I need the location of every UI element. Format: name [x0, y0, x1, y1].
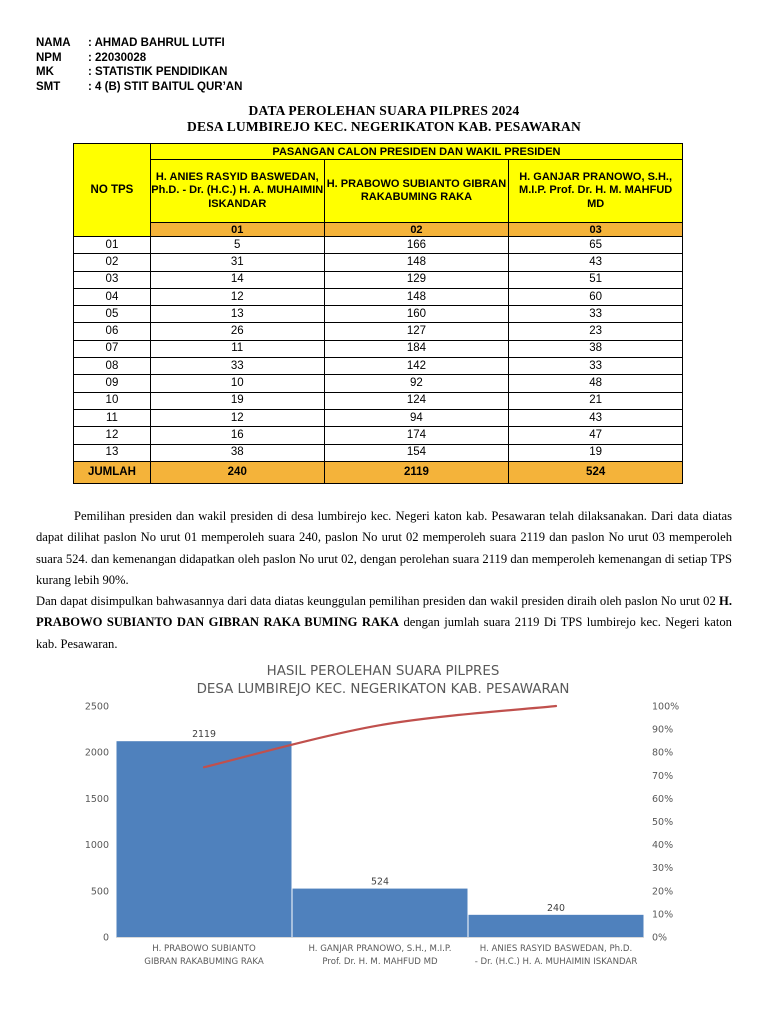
analysis-paragraph: [36, 506, 732, 655]
table-row: [74, 254, 683, 271]
y-tick-label: 1000: [84, 840, 109, 852]
vote-count: 129: [324, 271, 509, 288]
tps-number: 06: [74, 323, 151, 340]
vote-count: 43: [509, 254, 683, 271]
y2-tick-label: 30%: [652, 863, 674, 875]
table-row: [74, 444, 683, 461]
table-row: [74, 306, 683, 323]
table-row: [74, 323, 683, 340]
tps-number: 07: [74, 340, 151, 357]
vote-count: 51: [509, 271, 683, 288]
info-value: : 22030028: [88, 51, 147, 64]
vote-count: 38: [150, 444, 324, 461]
vote-count: 48: [509, 375, 683, 392]
header-no-tps: NO TPS: [74, 144, 151, 237]
table-row: [74, 375, 683, 392]
header-number-01: 01: [150, 223, 324, 237]
vote-count: 5: [150, 237, 324, 254]
bar: [293, 889, 468, 937]
vote-count: 13: [150, 306, 324, 323]
y2-tick-label: 40%: [652, 840, 674, 852]
table-row: [74, 392, 683, 409]
y-tick-label: 2000: [84, 747, 109, 759]
info-label: MK: [36, 66, 54, 78]
chart-subtitle: DESA LUMBIREJO KEC. NEGERIKATON KAB. PESAWARAN: [196, 682, 570, 697]
paragraph-2-start: Dan dapat disimpulkan bahwasannya dari data diatas keunggulan pemilihan presiden dan wakil presiden diraih oleh paslon No urut 02: [36, 594, 720, 609]
vote-count: 92: [324, 375, 509, 392]
vote-count: 43: [509, 409, 683, 426]
header-candidate-03: H. GANJAR PRANOWO, S.H., M.I.P. Prof. Dr. H. M. MAHFUD MD: [509, 160, 683, 223]
table-row: [74, 288, 683, 305]
header-candidate-group: PASANGAN CALON PRESIDEN DAN WAKIL PRESIDEN: [150, 144, 682, 160]
y-tick-label: 1500: [84, 793, 109, 805]
y2-tick-label: 50%: [652, 817, 674, 828]
category-label: Prof. Dr. H. M. MAHFUD MD: [322, 957, 438, 967]
vote-table: [73, 143, 683, 484]
student-info: [36, 36, 242, 94]
vote-count: 38: [509, 340, 683, 357]
bar: [469, 915, 644, 937]
vote-count: 60: [509, 288, 683, 305]
bar-data-label: 524: [371, 876, 389, 888]
y-tick-label: 0: [102, 932, 109, 944]
category-label: H. ANIES RASYID BASWEDAN, Ph.D.: [479, 944, 633, 954]
total-row: [74, 461, 683, 483]
y2-tick-label: 70%: [652, 770, 674, 782]
tps-number: 10: [74, 392, 151, 409]
y2-tick-label: 60%: [652, 793, 674, 805]
info-label: NAMA: [36, 37, 71, 49]
header-candidate-01: H. ANIES RASYID BASWEDAN, Ph.D. - Dr. (H.C.) H. A. MUHAIMIN ISKANDAR: [150, 160, 324, 223]
chart-title: HASIL PEROLEHAN SUARA PILPRES: [266, 664, 500, 679]
y2-tick-label: 0%: [652, 932, 668, 944]
total-03: 524: [509, 461, 683, 483]
total-02: 2119: [324, 461, 509, 483]
header-number-02: 02: [324, 223, 509, 237]
vote-count: 47: [509, 427, 683, 444]
vote-count: 19: [150, 392, 324, 409]
table-row: [74, 409, 683, 426]
vote-count: 142: [324, 358, 509, 375]
header-candidate-02: H. PRABOWO SUBIANTO GIBRAN RAKABUMING RAKA: [324, 160, 509, 223]
tps-number: 02: [74, 254, 151, 271]
y2-tick-label: 80%: [652, 747, 674, 759]
y2-tick-label: 10%: [652, 909, 674, 921]
vote-count: 154: [324, 444, 509, 461]
pareto-chart: [73, 655, 693, 968]
vote-count: 184: [324, 340, 509, 357]
info-value: : STATISTIK PENDIDIKAN: [88, 66, 228, 78]
chart-svg: [73, 655, 693, 968]
info-label: SMT: [36, 80, 61, 93]
vote-count: 94: [324, 409, 509, 426]
info-row: [36, 36, 242, 51]
vote-count: 11: [150, 340, 324, 357]
category-label: H. GANJAR PRANOWO, S.H., M.I.P.: [308, 944, 452, 954]
table-row: [74, 427, 683, 444]
category-label: GIBRAN RAKABUMING RAKA: [144, 957, 264, 967]
y-tick-label: 500: [90, 886, 109, 898]
vote-count: 124: [324, 392, 509, 409]
vote-count: 26: [150, 323, 324, 340]
info-row: [36, 51, 242, 66]
title-line-1: DATA PEROLEHAN SUARA PILPRES 2024: [248, 103, 520, 118]
vote-count: 174: [324, 427, 509, 444]
vote-count: 148: [324, 254, 509, 271]
category-label: H. PRABOWO SUBIANTO: [152, 944, 256, 954]
bar-data-label: 240: [547, 902, 565, 914]
info-value: : AHMAD BAHRUL LUTFI: [88, 37, 225, 49]
vote-count: 166: [324, 237, 509, 254]
document-title: [0, 103, 768, 135]
tps-number: 11: [74, 409, 151, 426]
y-tick-label: 2500: [84, 701, 109, 713]
tps-number: 05: [74, 306, 151, 323]
vote-count: 12: [150, 288, 324, 305]
total-01: 240: [150, 461, 324, 483]
tps-number: 09: [74, 375, 151, 392]
vote-count: 33: [150, 358, 324, 375]
info-row: [36, 80, 242, 95]
category-label: - Dr. (H.C.) H. A. MUHAIMIN ISKANDAR: [474, 957, 638, 967]
title-line-2: DESA LUMBIREJO KEC. NEGERIKATON KAB. PESAWARAN: [187, 119, 581, 134]
table-row: [74, 340, 683, 357]
y2-tick-label: 100%: [652, 701, 680, 713]
vote-count: 33: [509, 358, 683, 375]
vote-count: 33: [509, 306, 683, 323]
tps-number: 01: [74, 237, 151, 254]
y2-tick-label: 90%: [652, 724, 674, 736]
info-row: [36, 65, 242, 80]
table-row: [74, 237, 683, 254]
tps-number: 04: [74, 288, 151, 305]
paragraph-2-bold: H. PRABOWO SUBIANTO DAN GIBRAN RAKA BUMING RAKA: [36, 594, 732, 630]
tps-number: 13: [74, 444, 151, 461]
paragraph-1: Pemilihan presiden dan wakil presiden di desa lumbirejo kec. Negeri katon kab. Pesawaran telah dilaksanakan. Dari data diatas dapat dilihat paslon No urut 01 memperoleh suara 240, paslon No urut 02 memperoleh suara 2119 dan paslon No urut 03 memperoleh suara 524. dan kemenangan didapatkan oleh paslon No urut 02, dengan perolehan suara 2119 dan memperoleh kemenangan di setiap TPS kurang lebih 90%.: [36, 509, 732, 587]
vote-count: 10: [150, 375, 324, 392]
paragraph-2-end: dengan jumlah suara 2119 Di TPS lumbirejo kec. Negeri katon kab. Pesawaran.: [36, 615, 732, 651]
vote-count: 31: [150, 254, 324, 271]
vote-count: 160: [324, 306, 509, 323]
y2-tick-label: 20%: [652, 886, 674, 898]
total-label: JUMLAH: [74, 461, 151, 483]
vote-count: 148: [324, 288, 509, 305]
vote-count: 14: [150, 271, 324, 288]
info-label: NPM: [36, 51, 62, 64]
vote-count: 65: [509, 237, 683, 254]
header-number-03: 03: [509, 223, 683, 237]
bar: [117, 741, 292, 937]
vote-count: 23: [509, 323, 683, 340]
vote-count: 12: [150, 409, 324, 426]
bar-data-label: 2119: [192, 729, 216, 741]
tps-number: 12: [74, 427, 151, 444]
paragraph-2: [36, 591, 732, 655]
vote-count: 21: [509, 392, 683, 409]
table-row: [74, 358, 683, 375]
info-value: : 4 (B) STIT BAITUL QUR’AN: [88, 80, 243, 93]
tps-number: 08: [74, 358, 151, 375]
vote-count: 127: [324, 323, 509, 340]
vote-count: 19: [509, 444, 683, 461]
vote-count: 16: [150, 427, 324, 444]
tps-number: 03: [74, 271, 151, 288]
table-row: [74, 271, 683, 288]
